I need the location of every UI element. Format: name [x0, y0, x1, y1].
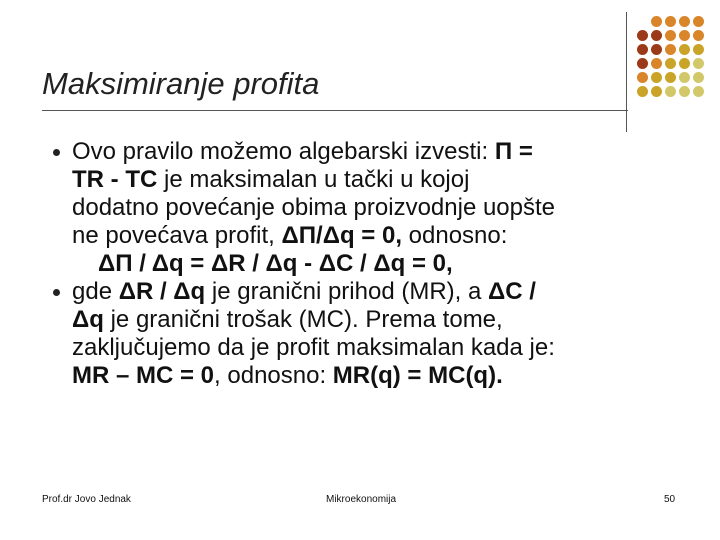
- decorative-dot: [637, 86, 648, 97]
- decorative-dot: [665, 72, 676, 83]
- bullet2-line3: zaključujemo da je profit maksimalan kada je:: [72, 334, 555, 361]
- decorative-dot: [679, 58, 690, 69]
- bullet1-line2: [72, 166, 469, 194]
- decorative-dot: [651, 30, 662, 41]
- bullet1-line4: [72, 222, 507, 250]
- decorative-dot: [665, 16, 676, 27]
- decorative-dot: [651, 86, 662, 97]
- decorative-dot: [665, 44, 676, 55]
- decorative-dot: [651, 72, 662, 83]
- decorative-dot: [693, 44, 704, 55]
- bullet2-formula: ΔC /: [488, 278, 536, 305]
- decorative-dot: [637, 30, 648, 41]
- bullet1-text: odnosno:: [402, 222, 508, 249]
- bullet2-line4: [72, 362, 503, 390]
- bullet2-line2: [72, 306, 503, 334]
- decorative-dot: [679, 44, 690, 55]
- bullet2-text: , odnosno:: [214, 362, 333, 389]
- vertical-divider: [626, 12, 627, 132]
- decorative-dot: [693, 30, 704, 41]
- decorative-dot: [651, 58, 662, 69]
- decorative-dot: [665, 30, 676, 41]
- bullet1-text: je maksimalan u tački u kojoj: [157, 166, 470, 193]
- bullet2-formula: MR – MC = 0: [72, 362, 215, 389]
- bullet1-formula: ΔΠ/Δq = 0,: [281, 222, 402, 249]
- decorative-dot: [679, 16, 690, 27]
- bullet2-text: je granični trošak (MC). Prema tome,: [103, 306, 503, 333]
- slide-title: Maksimiranje profita: [42, 66, 320, 101]
- footer-course: Mikroekonomija: [326, 494, 397, 505]
- bullet2-line1: [72, 278, 536, 306]
- decorative-dot: [679, 30, 690, 41]
- footer-author: Prof.dr Jovo Jednak: [42, 494, 131, 505]
- bullet-marker: [53, 149, 60, 156]
- decorative-dot: [693, 16, 704, 27]
- bullet2-formula: Δq: [72, 306, 104, 333]
- decorative-dot: [679, 86, 690, 97]
- bullet1-text: ne povećava profit,: [72, 222, 282, 249]
- decorative-dot: [651, 16, 662, 27]
- decorative-dot: [651, 44, 662, 55]
- decorative-dot: [637, 72, 648, 83]
- decorative-dot: [693, 58, 704, 69]
- bullet1-text: Ovo pravilo možemo algebarski izvesti:: [72, 138, 495, 165]
- decorative-dot: [693, 72, 704, 83]
- footer-page-number: 50: [664, 494, 676, 505]
- bullet2-formula: ΔR / Δq: [118, 278, 206, 305]
- bullet1-formula: TR - TC: [72, 166, 158, 193]
- bullet2-formula: MR(q) = MC(q).: [332, 362, 503, 389]
- decorative-dot: [637, 44, 648, 55]
- bullet1-equation: ΔΠ / Δq = ΔR / Δq - ΔC / Δq = 0,: [98, 250, 453, 277]
- bullet-marker: [53, 289, 60, 296]
- decorative-dot: [665, 58, 676, 69]
- title-underline: [42, 110, 628, 111]
- bullet1-formula: Π =: [494, 138, 533, 165]
- bullet1-line3: dodatno povećanje obima proizvodnje uopšte: [72, 194, 556, 221]
- decorative-dot: [637, 58, 648, 69]
- decorative-dot: [665, 86, 676, 97]
- bullet2-text: je granični prihod (MR), a: [205, 278, 488, 305]
- decorative-dot: [693, 86, 704, 97]
- decorative-dot: [679, 72, 690, 83]
- bullet1-line1: [72, 138, 533, 166]
- bullet2-text: gde: [72, 278, 119, 305]
